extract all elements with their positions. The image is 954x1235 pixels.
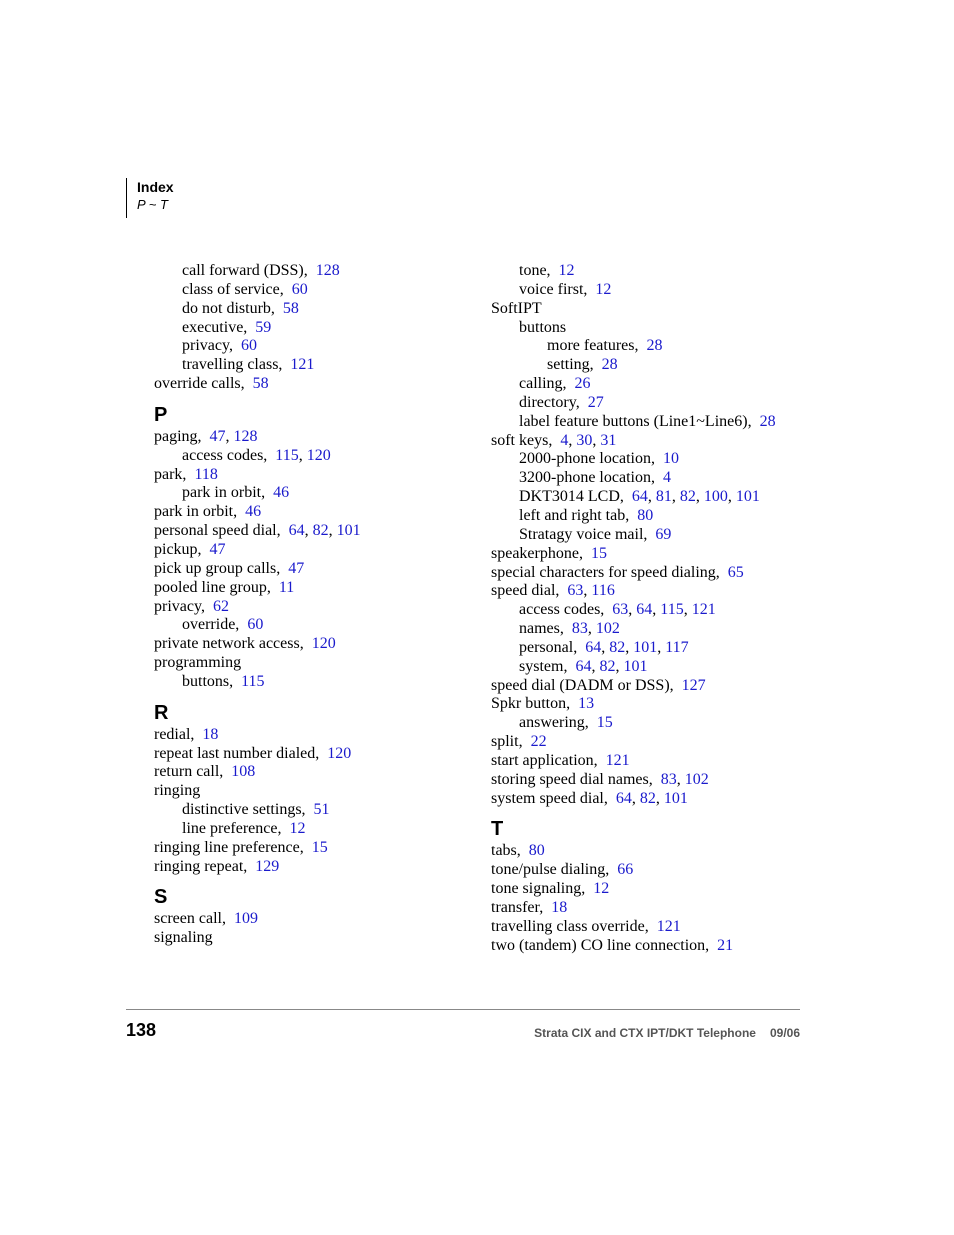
index-entry bbox=[491, 300, 811, 319]
index-entry bbox=[154, 820, 474, 839]
index-letter-heading: S bbox=[154, 886, 168, 909]
index-entry-text: names, bbox=[519, 620, 564, 638]
index-entry: system, 64, 82, 101 bbox=[519, 657, 648, 675]
index-entry: soft keys, 4, 30, 31 bbox=[491, 431, 617, 449]
page-ref-link[interactable]: 47 bbox=[288, 559, 305, 577]
index-entry bbox=[154, 745, 474, 764]
index-entry bbox=[491, 937, 811, 956]
page-ref-link[interactable]: 118 bbox=[194, 465, 218, 483]
index-entry-text: system, bbox=[519, 657, 568, 675]
index-entry-text: personal, bbox=[519, 638, 578, 656]
index-entry bbox=[491, 842, 811, 861]
index-entry-text: pooled line group, bbox=[154, 578, 271, 596]
index-entry bbox=[491, 450, 811, 469]
page-ref-link[interactable]: 102 bbox=[595, 620, 620, 638]
page-ref-link[interactable]: 82 bbox=[312, 522, 329, 540]
index-entry bbox=[154, 654, 474, 673]
index-entry bbox=[491, 356, 811, 375]
index-entry-text: buttons, bbox=[182, 672, 234, 690]
index-entry-text: travelling class override, bbox=[491, 917, 649, 935]
page-ref-link[interactable]: 64 bbox=[288, 522, 305, 540]
footer-doc-info bbox=[534, 1026, 800, 1040]
index-entry-text: override, bbox=[182, 616, 240, 634]
index-entry bbox=[491, 733, 811, 752]
header-title: Index bbox=[137, 179, 174, 195]
page-ref-link[interactable]: 121 bbox=[605, 751, 630, 769]
index-entry: personal speed dial, 64, 82, 101 bbox=[154, 522, 361, 540]
index-entry bbox=[154, 579, 474, 598]
index-entry-text: programming bbox=[154, 654, 242, 672]
page-ref-link[interactable]: 58 bbox=[282, 299, 299, 317]
page-ref-link[interactable]: 109 bbox=[233, 910, 258, 928]
page-ref-link[interactable]: 10 bbox=[662, 450, 679, 468]
page-ref-link[interactable]: 129 bbox=[255, 857, 280, 875]
index-entry-text: Stratagy voice mail, bbox=[519, 525, 648, 543]
index-entry-text: screen call, bbox=[154, 910, 226, 928]
index-entry bbox=[154, 763, 474, 782]
index-entry-text: call forward (DSS), bbox=[182, 262, 308, 279]
page-ref-link[interactable]: 81 bbox=[655, 488, 672, 506]
page-ref-link[interactable]: 101 bbox=[633, 638, 658, 656]
index-entry: names, 83, 102 bbox=[519, 620, 620, 638]
index-entry bbox=[154, 262, 474, 281]
index-entry bbox=[154, 910, 474, 929]
index-entry-text: Spkr button, bbox=[491, 695, 571, 713]
index-entry: speed dial, 63, 116 bbox=[491, 582, 615, 600]
page-ref-link[interactable]: 60 bbox=[240, 337, 257, 355]
index-entry: storing speed dial names, 83, 102 bbox=[491, 770, 709, 788]
page-ref-link[interactable]: 12 bbox=[289, 819, 306, 837]
page-ref-link[interactable]: 27 bbox=[587, 393, 604, 411]
page-ref-link[interactable]: 47 bbox=[209, 427, 226, 445]
index-entry bbox=[154, 616, 474, 635]
index-entry-text: SoftIPT bbox=[491, 299, 542, 317]
index-entry-text: ringing repeat, bbox=[154, 857, 248, 875]
index-entry bbox=[491, 281, 811, 300]
index-entry-text: personal speed dial, bbox=[154, 522, 281, 540]
footer-doc-title: Strata CIX and CTX IPT/DKT Telephone bbox=[534, 1026, 756, 1040]
page-ref-link[interactable]: 46 bbox=[245, 503, 262, 521]
index-letter-heading: P bbox=[154, 403, 168, 426]
page-ref-link[interactable]: 18 bbox=[551, 899, 568, 916]
page-ref-link[interactable]: 115 bbox=[275, 446, 299, 464]
index-entry-text: 3200-phone location, bbox=[519, 469, 655, 487]
page-ref-link[interactable]: 80 bbox=[637, 506, 654, 524]
page-ref-link[interactable]: 82 bbox=[609, 638, 626, 656]
index-entry bbox=[491, 695, 811, 714]
index-entry-text: line preference, bbox=[182, 819, 282, 837]
index-entry bbox=[154, 300, 474, 319]
index-entry bbox=[154, 782, 474, 801]
page-ref-link[interactable]: 11 bbox=[278, 578, 295, 596]
index-column-right bbox=[491, 262, 811, 956]
page-ref-link[interactable]: 22 bbox=[530, 733, 547, 751]
footer-rule bbox=[126, 1009, 800, 1010]
page-ref-link[interactable]: 30 bbox=[576, 431, 593, 449]
index-entry-text: do not disturb, bbox=[182, 299, 275, 317]
page-ref-link[interactable]: 63 bbox=[567, 582, 584, 600]
page-ref-link[interactable]: 120 bbox=[311, 635, 336, 653]
index-entry-text: tone, bbox=[519, 262, 551, 279]
index-entry-text: ringing bbox=[154, 782, 201, 800]
index-entry-text: system speed dial, bbox=[491, 789, 608, 807]
index-entry bbox=[491, 714, 811, 733]
index-entry bbox=[154, 673, 474, 692]
index-entry bbox=[154, 635, 474, 654]
page-ref-link[interactable]: 100 bbox=[703, 488, 728, 506]
page-ref-link[interactable]: 12 bbox=[558, 262, 575, 279]
page-ref-link[interactable]: 117 bbox=[665, 638, 689, 656]
footer-date: 09/06 bbox=[769, 1026, 800, 1040]
page-ref-link[interactable]: 69 bbox=[655, 525, 672, 543]
page-ref-link[interactable]: 66 bbox=[617, 861, 634, 879]
page-ref-link[interactable]: 60 bbox=[247, 616, 264, 634]
index-entry bbox=[491, 677, 811, 696]
page-ref-link[interactable]: 60 bbox=[291, 280, 308, 298]
index-entry-text: return call, bbox=[154, 763, 224, 781]
index-entry bbox=[491, 507, 811, 526]
page-ref-link[interactable]: 64 bbox=[631, 488, 648, 506]
index-letter-heading: T bbox=[491, 818, 504, 841]
page-number: 138 bbox=[126, 1020, 157, 1040]
page-ref-link[interactable]: 121 bbox=[691, 601, 716, 619]
index-entry bbox=[154, 598, 474, 617]
index-entry bbox=[491, 861, 811, 880]
index-entry-text: executive, bbox=[182, 318, 248, 336]
index-entry-text: voice first, bbox=[519, 280, 588, 298]
index-entry-text: class of service, bbox=[182, 280, 284, 298]
page-ref-link[interactable]: 58 bbox=[252, 375, 269, 393]
index-entry bbox=[491, 899, 811, 918]
index-entry bbox=[491, 319, 811, 338]
running-header bbox=[126, 178, 174, 218]
index-entry-text: storing speed dial names, bbox=[491, 770, 653, 788]
index-entry-text: ringing line preference, bbox=[154, 838, 304, 856]
index-entry-text: split, bbox=[491, 733, 523, 751]
index-entry bbox=[491, 880, 811, 899]
index-entry-text: privacy, bbox=[154, 597, 205, 615]
page-ref-link[interactable]: 83 bbox=[571, 620, 588, 638]
index-entry-text: override calls, bbox=[154, 375, 245, 393]
index-entry-text: park in orbit, bbox=[154, 503, 238, 521]
index-entry bbox=[491, 375, 811, 394]
index-entry-text: soft keys, bbox=[491, 431, 553, 449]
page-ref-link[interactable]: 4 bbox=[662, 469, 671, 487]
page-ref-link[interactable]: 15 bbox=[596, 714, 613, 732]
page-ref-link[interactable]: 18 bbox=[202, 725, 219, 743]
index-entry: system speed dial, 64, 82, 101 bbox=[491, 789, 688, 807]
index-entry bbox=[491, 469, 811, 488]
index-entry-text: repeat last number dialed, bbox=[154, 744, 320, 762]
index-entry-text: speakerphone, bbox=[491, 544, 583, 562]
index-entry-text: paging, bbox=[154, 427, 202, 445]
page-ref-link[interactable]: 121 bbox=[290, 356, 315, 374]
index-entry-text: speed dial (DADM or DSS), bbox=[491, 676, 674, 694]
page-ref-link[interactable]: 15 bbox=[311, 838, 328, 856]
page-ref-link[interactable]: 116 bbox=[591, 582, 615, 600]
index-entry-text: more features, bbox=[547, 337, 639, 355]
index-entry-text: special characters for speed dialing, bbox=[491, 563, 720, 581]
page-ref-link[interactable]: 101 bbox=[623, 657, 648, 675]
index-entry-text: label feature buttons (Line1~Line6), bbox=[519, 412, 752, 430]
index-entry-text: left and right tab, bbox=[519, 506, 630, 524]
page-ref-link[interactable]: 12 bbox=[595, 280, 612, 298]
index-entry bbox=[154, 929, 474, 948]
index-entry: access codes, 63, 64, 115, 121 bbox=[519, 601, 716, 619]
page-ref-link[interactable]: 64 bbox=[615, 789, 632, 807]
page-ref-link[interactable]: 64 bbox=[636, 601, 653, 619]
index-entry-text: DKT3014 LCD, bbox=[519, 488, 624, 506]
index-entry bbox=[154, 858, 474, 877]
header-subtitle: P ~ T bbox=[137, 197, 168, 212]
index-entry bbox=[154, 337, 474, 356]
index-entry bbox=[154, 484, 474, 503]
page-ref-link[interactable]: 28 bbox=[601, 356, 618, 374]
page-ref-link[interactable]: 31 bbox=[600, 431, 617, 449]
page-ref-link[interactable]: 83 bbox=[660, 770, 677, 788]
page-ref-link[interactable]: 120 bbox=[327, 744, 352, 762]
index-entry-text: tone/pulse dialing, bbox=[491, 861, 610, 879]
index-entry-text: pick up group calls, bbox=[154, 559, 281, 577]
page-ref-link[interactable]: 28 bbox=[646, 337, 663, 355]
page-ref-link[interactable]: 101 bbox=[735, 488, 760, 506]
index-entry: DKT3014 LCD, 64, 81, 82, 100, 101 bbox=[519, 488, 760, 506]
page-ref-link[interactable]: 128 bbox=[315, 262, 340, 279]
page-ref-link[interactable]: 51 bbox=[313, 801, 330, 819]
index-entry bbox=[491, 564, 811, 583]
page-ref-link[interactable]: 115 bbox=[660, 601, 684, 619]
page-ref-link[interactable]: 101 bbox=[336, 522, 361, 540]
index-entry-text: signaling bbox=[154, 929, 213, 947]
page-ref-link[interactable]: 101 bbox=[663, 789, 688, 807]
page-ref-link[interactable]: 59 bbox=[255, 318, 272, 336]
page-ref-link[interactable]: 127 bbox=[681, 676, 706, 694]
page-ref-link[interactable]: 64 bbox=[575, 657, 592, 675]
index-entry-text: distinctive settings, bbox=[182, 801, 306, 819]
index-entry bbox=[491, 526, 811, 545]
index-entry bbox=[154, 356, 474, 375]
index-entry-text: access codes, bbox=[519, 601, 605, 619]
index-entry bbox=[154, 375, 474, 394]
page-ref-link[interactable]: 120 bbox=[306, 446, 331, 464]
index-entry-text: tabs, bbox=[491, 842, 521, 860]
index-entry: personal, 64, 82, 101, 117 bbox=[519, 638, 689, 656]
page-ref-link[interactable]: 102 bbox=[684, 770, 709, 788]
index-entry-text: redial, bbox=[154, 725, 195, 743]
page-ref-link[interactable]: 4 bbox=[560, 431, 569, 449]
page-ref-link[interactable]: 15 bbox=[590, 544, 607, 562]
page-ref-link[interactable]: 47 bbox=[209, 540, 226, 558]
index-entry-text: access codes, bbox=[182, 446, 268, 464]
page-ref-link[interactable]: 26 bbox=[574, 375, 591, 393]
index-entry-text: park, bbox=[154, 465, 187, 483]
page-ref-link[interactable]: 21 bbox=[717, 936, 734, 954]
index-letter-heading: R bbox=[154, 701, 169, 724]
page-ref-link[interactable]: 115 bbox=[241, 672, 265, 690]
page-ref-link[interactable]: 82 bbox=[639, 789, 656, 807]
index-entry-text: travelling class, bbox=[182, 356, 283, 374]
index-entry-text: transfer, bbox=[491, 899, 544, 916]
page-ref-link[interactable]: 13 bbox=[578, 695, 595, 713]
index-entry-text: private network access, bbox=[154, 635, 304, 653]
index-entry-text: privacy, bbox=[182, 337, 233, 355]
index-entry-text: buttons bbox=[519, 318, 567, 336]
index-entry bbox=[491, 752, 811, 771]
index-entry bbox=[154, 726, 474, 745]
index-entry bbox=[491, 545, 811, 564]
page-ref-link[interactable]: 80 bbox=[528, 842, 545, 860]
index-entry: paging, 47, 128 bbox=[154, 427, 258, 445]
page-ref-link[interactable]: 28 bbox=[759, 412, 776, 430]
index-entry-text: two (tandem) CO line connection, bbox=[491, 936, 710, 954]
index-column-left bbox=[154, 262, 474, 948]
index-entry-text: park in orbit, bbox=[182, 484, 266, 502]
page-ref-link[interactable]: 12 bbox=[593, 880, 610, 898]
index-entry bbox=[154, 839, 474, 858]
page-ref-link[interactable]: 62 bbox=[212, 597, 229, 615]
index-entry-text: calling, bbox=[519, 375, 567, 393]
index-entry-text: pickup, bbox=[154, 540, 202, 558]
index-entry-text: speed dial, bbox=[491, 582, 560, 600]
index-entry bbox=[154, 560, 474, 579]
page-ref-link[interactable]: 64 bbox=[585, 638, 602, 656]
page-ref-link[interactable]: 121 bbox=[656, 917, 681, 935]
page-ref-link[interactable]: 82 bbox=[679, 488, 696, 506]
index-entry bbox=[154, 503, 474, 522]
index-entry bbox=[154, 801, 474, 820]
index-entry bbox=[491, 394, 811, 413]
page-ref-link[interactable]: 65 bbox=[727, 563, 744, 581]
index-entry bbox=[491, 337, 811, 356]
page-ref-link[interactable]: 46 bbox=[273, 484, 290, 502]
index-entry bbox=[491, 262, 811, 281]
index-entry-text: answering, bbox=[519, 714, 589, 732]
index-entry-text: setting, bbox=[547, 356, 594, 374]
index-entry bbox=[154, 466, 474, 485]
index-entry-text: start application, bbox=[491, 751, 598, 769]
index-entry bbox=[154, 319, 474, 338]
page-ref-link[interactable]: 128 bbox=[233, 427, 258, 445]
page-ref-link[interactable]: 82 bbox=[599, 657, 616, 675]
index-entry bbox=[491, 918, 811, 937]
index-entry-text: tone signaling, bbox=[491, 880, 586, 898]
page-ref-link[interactable]: 63 bbox=[612, 601, 629, 619]
index-entry: access codes, 115, 120 bbox=[182, 446, 331, 464]
index-entry bbox=[154, 541, 474, 560]
index-entry-text: 2000-phone location, bbox=[519, 450, 655, 468]
index-entry-text: directory, bbox=[519, 393, 580, 411]
index-entry bbox=[491, 413, 811, 432]
index-entry bbox=[154, 281, 474, 300]
page-ref-link[interactable]: 108 bbox=[231, 763, 256, 781]
